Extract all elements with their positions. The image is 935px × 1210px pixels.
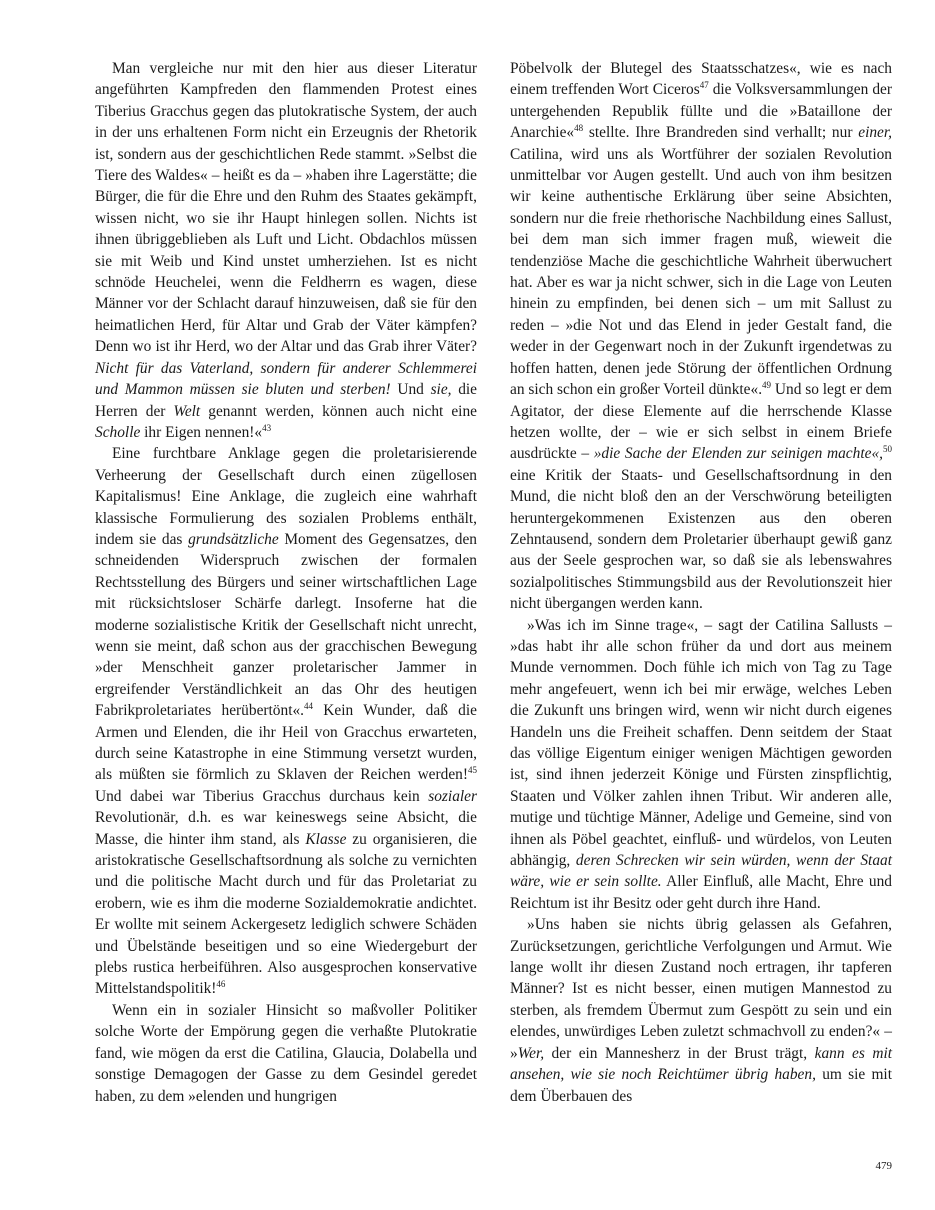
paragraph: »Was ich im Sinne trage«, – sagt der Catilina Sallusts – »das habt ihr alle schon früher da und dort aus meinem Munde vernommen. Doch fühle ich mich von Tag zu Tage mehr angefeuert, wenn ich bei mir erwäge, welches Leben die Zukunft uns bringen wird, wenn wir nicht durch eigenes Handeln uns die Freiheit schaffen. Denn seitdem der Staat das völlige Eigentum einiger wenigen Mächtigen geworden ist, sind ihnen jederzeit Könige und Fürsten zinspflichtig, Staaten und Völker zahlen ihnen Tribut. Wir anderen alle, mutige und tüchtige Männer, Adelige und Gemeine, sind von ihnen als Pöbel geachtet, einfluß- und würdelos, von Leuten abhängig, deren Schrecken wir sein würden, wenn der Staat wäre, wie er sein sollte. Aller Einfluß, alle Macht, Ehre und Reichtum ist ihr Besitz oder geht durch ihre Hand. — [510, 616, 893, 912]
footnote-ref: 44 — [304, 701, 314, 712]
footnote-ref: 50 — [883, 444, 892, 455]
right-column — [510, 58, 892, 1107]
paragraph: Eine furchtbare Anklage gegen die proletarisierende Verheerung der Gesellschaft durch einen zügellosen Kapitalismus! Eine Anklage, die zugleich eine wahrhaft klassische Formulierung des sozialen Problems enthält, indem sie das grundsätzliche Moment des Gegensatzes, den schneidenden Widerspruch zwischen der formalen Rechtsstellung des Bürgers und seiner wirtschaftlichen Lage mit rücksichtsloser Schärfe darlegt. Insoferne hat die moderne sozialistische Kritik der Gesellschaft nicht unrecht, wenn sie meint, daß schon aus der gracchischen Bewegung »der Menschheit ganzer proletarischer Jammer in ergreifender Verständlichkeit an das Ohr des heutigen Fabrikproletariates herübertönt«.$^{44}$ Kein Wunder, daß die Armen und Elenden, die ihr Heil von Gracchus erwarteten, durch seine Katastrophe in eine Stimmung versetzt wurden, als müßten sie förmlich zu Sklaven der Reichen werden!$^{45}$ Und dabei war Tiberius Gracchus durchaus kein sozialer Revolutionär, d.h. es war keineswegs seine Absicht, die Masse, die hinter ihm stand, als Klasse zu organisieren, die aristokratische Gesellschaftsordnung als solche zu vernichten und die politische Macht durch und für das Proletariat zu erobern, wie es ihm die moderne Sozialdemokratie andichtet. Er wollte mit seinem Ackergesetz lediglich schwere Schäden und Übelstände beseitigen und so eine Wiedergeburt der plebs rustica herbeiführen. Also ausgesprochen konservative Mittelstandspolitik!$^{46}$ — [95, 445, 477, 998]
footnote-ref: 46 — [216, 979, 226, 990]
footnote-ref: 47 — [699, 80, 709, 91]
left-column — [95, 58, 477, 1107]
footnote-ref: 43 — [262, 422, 272, 433]
paragraph: Man vergleiche nur mit den hier aus dieser Literatur angeführten Kampfreden den flammenden Protest eines Tiberius Gracchus gegen das plutokratische System, der auch in der uns erhaltenen Form nicht ein Erzeugnis der Rhetorik ist, sondern aus der geschichtlichen Rede stammt. »Selbst die Tiere des Waldes« – heißt es da – »haben ihre Lagerstätte; die Bürger, die für die Ehre und den Ruhm des Staates gekämpft, wissen nicht, wo sie ihr Haupt hinlegen sollen. Nichts ist ihnen übriggeblieben als Luft und Licht. Obdachlos müssen sie mit Weib und Kind unstet umherziehen. Ist es nicht schnöde Heuchelei, wenn die Feldherrn es wagen, diese Männer vor der Schlacht darauf hinzuweisen, daß sie für den heimatlichen Herd, für Altar und Grab der Väter kämpfen? Denn wo ist ihr Herd, wo der Altar und das Grab ihrer Väter? Nicht für das Vaterland, sondern für anderer Schlemmerei und Mammon müssen sie bluten und sterben! Und sie, die Herren der Welt genannt werden, können auch nicht eine Scholle ihr Eigen nennen!«$^{43}$ — [95, 60, 477, 441]
footnote-ref: 49 — [762, 380, 772, 391]
footnote-ref: 48 — [574, 123, 584, 134]
page-number: 479 — [875, 1160, 892, 1172]
footnote-ref: 45 — [468, 765, 477, 776]
paragraph: Wenn ein in sozialer Hinsicht so maßvoller Politiker solche Worte der Empörung gegen die verhaßte Plutokratie fand, wie mögen da erst die Catilina, Glaucia, Dolabella und sonstige Demagogen der Gasse zu dem Gesindel geredet haben, zu dem »elenden und hungrigen — [95, 1001, 477, 1105]
paragraph: Pöbelvolk der Blutegel des Staatsschatzes«, wie es nach einem treffenden Wort Ciceros$^{47}$ die Volksversammlungen der untergehenden Republik füllte und die »Bataillone der Anarchie«$^{48}$ stellte. Ihre Brandreden sind verhallt; nur einer, Catilina, wird uns als Wortführer der sozialen Revolution unmittelbar vor Augen gestellt. Und auch von ihm besitzen wir keine authentische Erklärung über seine Absichten, sondern nur die freie rhethorische Nachbildung eines Sallust, bei dem man sich immer fragen muß, wieweit die tendenziöse Mache die geschichtliche Wahrheit überwuchert hat. Aber es war ja nicht schwer, sich in die Lage von Leuten hinein zu empfinden, bei denen sich – um mit Sallust zu reden – »die Not und das Elend in jeder Gestalt fand, die weder in der Gegenwart noch in der Zukunft irgendetwas zu hoffen hatten, denen jede Störung der öffentlichen Ordnung an sich schon ein großer Vorteil dünkte«.$^{49}$ Und so legt er dem Agitator, der diese Elemente auf die herrschende Klasse hetzen wollte, der – wie er sich selbst in einem Briefe ausdrückte – »die Sache der Elenden zur seinigen machte«,$^{50}$ eine Kritik der Staats- und Gesellschaftsordnung in den Mund, die nicht bloß den an der Verschwörung beteiligten heruntergekommenen Existenzen aus den oberen Zehntausend, sondern dem Proletarier überhaupt gewiß ganz aus der Seele gesprochen war, so daß sie als lebenswahres sozialpolitisches Stimmungsbild aus der Revolutionszeit hier nicht übergangen werden kann. — [510, 60, 893, 613]
paragraph: »Uns haben sie nichts übrig gelassen als Gefahren, Zurücksetzungen, gerichtliche Verfolgungen und Armut. Wie lange wollt ihr diesen Zustand noch ertragen, ihr tapferen Männer? Ist es nicht besser, einen mutigen Mannestod zu sterben, als fremdem Übermut zum Gespött zu sein und ein elendes, unwürdiges Leben zuletzt schmachvoll zu enden?« – »Wer, der ein Mannesherz in der Brust trägt, kann es mit ansehen, wie sie noch Reichtümer übrig haben, um sie mit dem Überbauen des — [510, 916, 892, 1105]
